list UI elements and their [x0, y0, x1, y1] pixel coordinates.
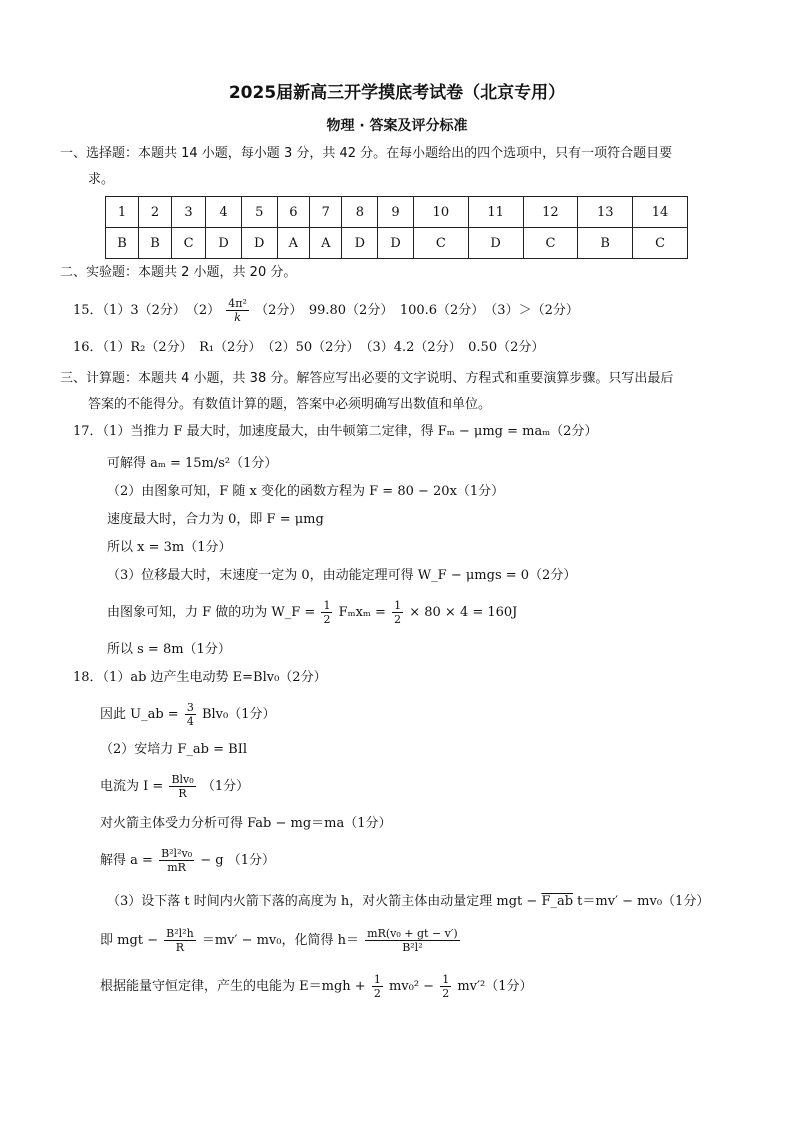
q18-l2b: Blv₀（1分）	[201, 707, 276, 722]
q-number: 4	[206, 197, 242, 228]
q18-l9-num1: 1	[373, 973, 381, 986]
q-number: 7	[310, 197, 342, 228]
q18-line4	[100, 772, 249, 802]
q18-line6	[100, 846, 275, 876]
q18-l8-fraction2	[365, 927, 460, 954]
section3-heading-line2: 答案的不能得分。有数值计算的题，答案中必须明确写出数值和单位。	[88, 397, 492, 412]
q18-l4b: （1分）	[201, 779, 250, 794]
page-title: 2025届新高三开学摸底考试卷（北京专用）	[228, 83, 566, 103]
q15-frac-den: k	[234, 311, 241, 324]
q18-l7a: （3）设下落 t 时间内火箭下落的高度为 h，对火箭主体由动量定理 mgt −	[107, 894, 538, 909]
q18-l9-num2: 1	[442, 973, 450, 986]
q18-l8-num1: B²l²h	[166, 927, 194, 940]
q18-line7	[107, 892, 709, 912]
answer-table-number-row	[106, 197, 688, 228]
q17-half-2-num: 1	[394, 599, 402, 612]
q18-l7b: t＝mv′ − mv₀（1分）	[577, 894, 710, 909]
q18-l7-average-force: F_ab	[541, 894, 574, 909]
q17-l7a: 由图象可知，力 F 做的功为 W_F =	[107, 605, 316, 620]
q17-line6: （3）位移最大时，末速度一定为 0，由动能定理可得 W_F − μmgs = 0（2分）	[107, 568, 577, 583]
q17-line5: 所以 x = 3m（1分）	[107, 540, 232, 555]
q-answer: A	[277, 228, 309, 259]
q-number: 8	[342, 197, 378, 228]
section1-heading-line2: 求。	[88, 172, 115, 187]
q18-l9a: 根据能量守恒定律，产生的电能为 E＝mgh +	[100, 979, 366, 994]
q18-l2-num: 3	[186, 701, 194, 714]
q15-line	[73, 296, 579, 326]
q17-half-1-den: 2	[323, 613, 331, 626]
q15-frac-num: 4π²	[228, 297, 247, 310]
q18-l6b: − g （1分）	[200, 853, 276, 868]
q15-rest: （2分） 99.80（2分） 100.6（2分） （3）＞（2分）	[255, 303, 579, 318]
q-number: 11	[468, 197, 523, 228]
q-answer: C	[633, 228, 688, 259]
q-number: 3	[171, 197, 205, 228]
q17-line4: 速度最大时，合力为 0，即 F = μmg	[107, 512, 324, 527]
q16-line: 16．（1）R₂（2分） R₁（2分） （2）50（2分） （3）4.2（2分） 0.50（2分）	[73, 340, 545, 355]
q-answer: D	[468, 228, 523, 259]
q-number: 10	[413, 197, 468, 228]
q-number: 13	[578, 197, 633, 228]
q18-line5: 对火箭主体受力分析可得 Fab − mg＝ma（1分）	[100, 816, 392, 831]
answer-table-answer-row	[106, 228, 688, 259]
q-answer: D	[378, 228, 414, 259]
q-answer: B	[578, 228, 633, 259]
q-answer: D	[342, 228, 378, 259]
q18-line1: 18．（1）ab 边产生电动势 E=Blv₀（2分）	[73, 670, 327, 685]
q17-line8: 所以 s = 8m（1分）	[107, 642, 231, 657]
q18-l9b: mv₀² −	[388, 979, 435, 994]
q17-half-1-num: 1	[323, 599, 331, 612]
q-number: 1	[106, 197, 139, 228]
q-number: 14	[633, 197, 688, 228]
q-answer: D	[241, 228, 277, 259]
q18-l8-num2: mR(v₀ + gt − v′)	[367, 927, 458, 940]
q17-line2: 可解得 aₘ = 15m/s²（1分）	[107, 456, 278, 471]
q18-l6-num: B²l²v₀	[161, 847, 193, 860]
q18-l2a: 因此 U_ab =	[100, 707, 179, 722]
q-number: 6	[277, 197, 309, 228]
q18-l6a: 解得 a =	[100, 853, 153, 868]
q-number: 5	[241, 197, 277, 228]
q18-l4a: 电流为 I =	[100, 779, 164, 794]
q-answer: C	[413, 228, 468, 259]
q18-l4-den: R	[178, 787, 187, 800]
q17-line7	[107, 598, 517, 628]
q17-half-2-den: 2	[394, 613, 402, 626]
q18-l9-fraction1	[372, 973, 383, 1000]
q15-fraction	[226, 297, 249, 324]
q-number: 12	[523, 197, 578, 228]
q18-l2-fraction	[185, 701, 196, 728]
q17-l7b: Fₘxₘ =	[338, 605, 386, 620]
q17-half-1	[321, 599, 332, 626]
q17-line1: 17．（1）当推力 F 最大时，加速度最大，由牛顿第二定律，得 Fₘ − μmg = maₘ（2分）	[73, 424, 598, 439]
q18-l8-den1: R	[175, 941, 185, 954]
q-number: 9	[378, 197, 414, 228]
q18-line8	[100, 926, 462, 956]
q18-l2-den: 4	[186, 715, 194, 728]
q-answer: C	[171, 228, 205, 259]
q-number: 2	[138, 197, 171, 228]
q17-l7c: × 80 × 4 = 160J	[409, 605, 518, 620]
q18-l9-fraction2	[440, 973, 451, 1000]
q18-l8b: ＝mv′ − mv₀，化简得 h＝	[201, 933, 359, 948]
q-answer: D	[206, 228, 242, 259]
q-answer: B	[106, 228, 139, 259]
q18-l8-fraction1	[164, 927, 196, 954]
q-answer: A	[310, 228, 342, 259]
q18-l6-den: mR	[167, 861, 186, 874]
q17-half-2	[392, 599, 403, 626]
q18-line2	[100, 700, 276, 730]
q15-label: 15．（1）3（2分） （2）	[73, 303, 221, 318]
q18-line3: （2）安培力 F_ab = BIl	[100, 742, 247, 757]
q-answer: C	[523, 228, 578, 259]
q18-l9c: mv′²（1分）	[457, 979, 533, 994]
q18-l8-den2: B²l²	[402, 941, 423, 954]
section2-heading: 二、实验题：本题共 2 小题，共 20 分。	[60, 265, 297, 280]
q18-l6-fraction	[159, 847, 194, 874]
q18-l9-den1: 2	[373, 987, 381, 1000]
q18-l9-den2: 2	[442, 987, 450, 1000]
q17-line3: （2）由图象可知，F 随 x 变化的函数方程为 F = 80 − 20x（1分）	[107, 484, 505, 499]
section1-heading-line1: 一、选择题：本题共 14 小题，每小题 3 分，共 42 分。在每小题给出的四个选项中，只有一项符合题目要	[60, 146, 673, 161]
answer-table	[105, 196, 688, 259]
q-answer: B	[138, 228, 171, 259]
q18-l8a: 即 mgt −	[100, 933, 159, 948]
page-subtitle: 物理 · 答案及评分标准	[326, 118, 468, 134]
section3-heading-line1: 三、计算题：本题共 4 小题，共 38 分。解答应写出必要的文字说明、方程式和重要演算步骤。只写出最后	[60, 371, 674, 386]
q18-l4-num: Blv₀	[171, 773, 194, 786]
q18-l4-fraction	[169, 773, 195, 800]
q18-line9	[100, 972, 532, 1002]
